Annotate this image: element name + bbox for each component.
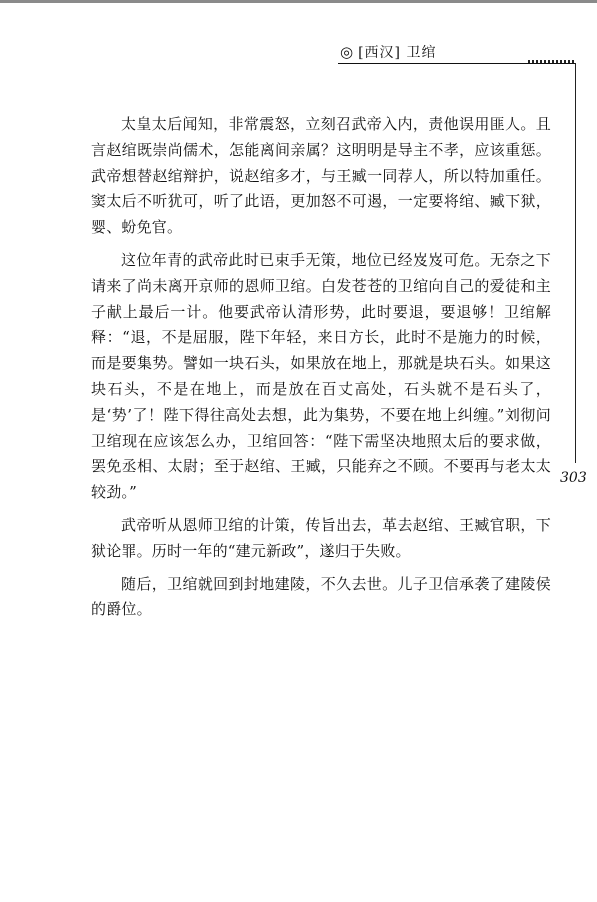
top-border [0, 0, 597, 3]
running-header-title: [西汉] 卫绾 [358, 45, 437, 61]
paragraph: 这位年青的武帝此时已束手无策，地位已经岌岌可危。无奈之下请来了尚未离开京师的恩师卫绾。白发苍苍的卫绾向自己的爱徒和主子献上最后一计。他要武帝认清形势，此时要退，要退够！卫绾解释：“退，不是屈服，陛下年轻，来日方长，此时不是施力的时候，而是要集势。譬如一块石头，如果放在地上，那就是块石头。如果这块石头，不是在地上，而是放在百丈高处，石头就不是石头了，是‘势’了！陛下得往高处去想，此为集势，不要在地上纠缠。”刘彻问卫绾现在应该怎么办，卫绾回答：“陛下需坚决地照太后的要求做，罢免丞相、太尉；至于赵绾、王臧，只能弃之不顾。不要再与老太太较劲。” [91, 250, 551, 502]
paragraph: 太皇太后闻知，非常震怒，立刻召武帝入内，责他误用匪人。且言赵绾既崇尚儒术，怎能离间亲属？这明明是导主不孝，应该重惩。武帝想替赵绾辩护，说赵绾多才，与王臧一同荐人，所以特加重任。窦太后不听犹可，听了此语，更加怒不可遏，一定要将绾、臧下狱，婴、蚡免官。 [91, 115, 551, 237]
header-rule [338, 63, 575, 64]
header-rule-ornament [528, 60, 576, 63]
page-number: 303 [560, 470, 587, 486]
side-rule [575, 63, 576, 463]
running-header [340, 42, 436, 62]
paragraph: 随后，卫绾就回到封地建陵，不久去世。儿子卫信承袭了建陵侯的爵位。 [91, 574, 551, 619]
circle-mark-icon: ◎ [340, 43, 355, 61]
body-text [91, 112, 551, 630]
paragraph: 武帝听从恩师卫绾的计策，传旨出去，革去赵绾、王臧官职，下狱论罪。历时一年的“建元新政”，遂归于失败。 [91, 515, 551, 560]
